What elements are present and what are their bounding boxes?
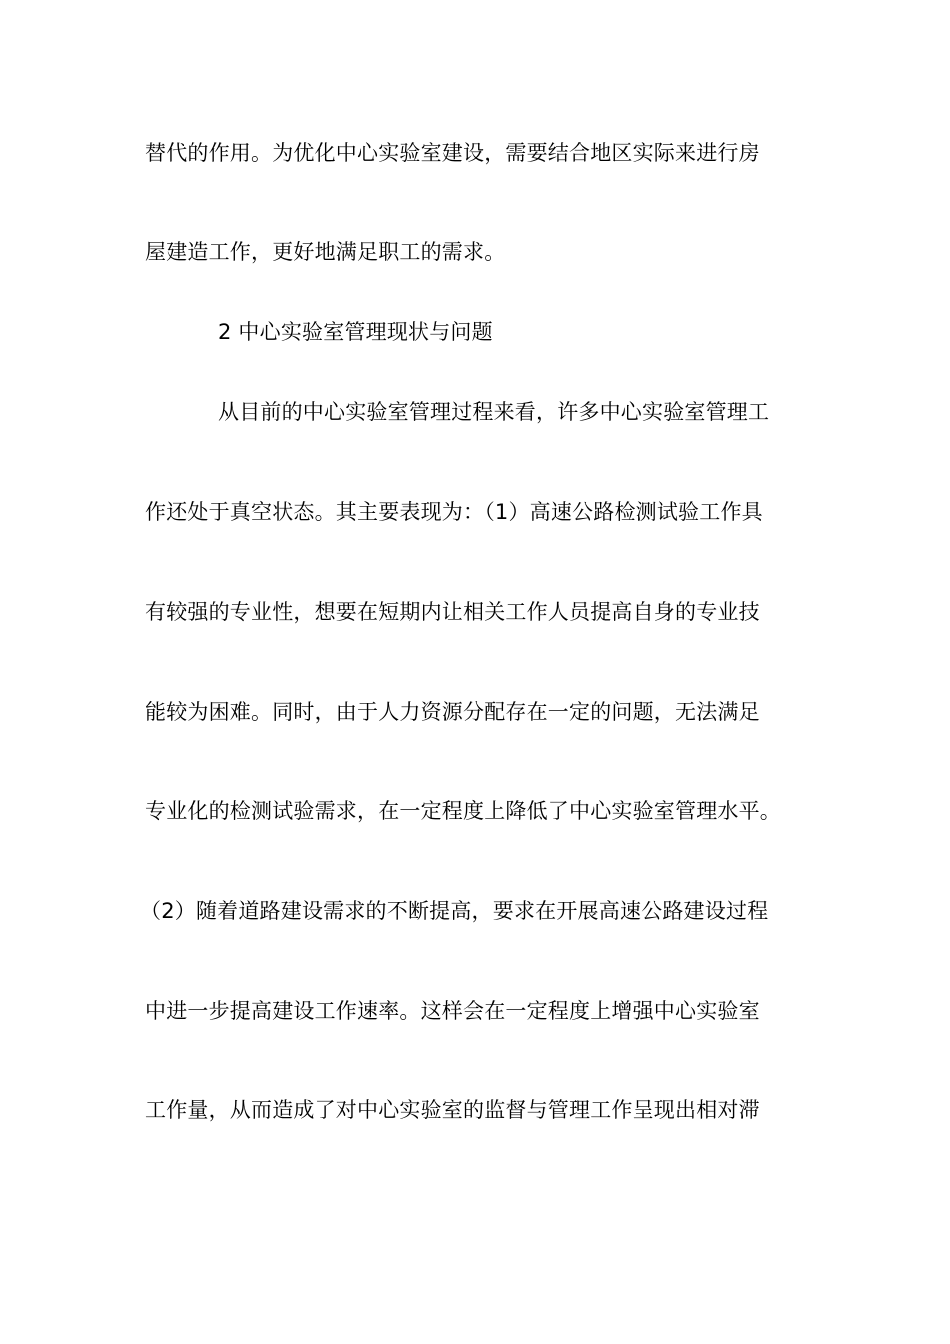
body-text-line: 能较为困难。同时，由于人力资源分配存在一定的问题，无法满足: [145, 700, 760, 724]
body-text-line: 工作量，从而造成了对中心实验室的监督与管理工作呈现出相对滞: [145, 1098, 760, 1122]
section-heading: 2 中心实验室管理现状与问题: [218, 320, 493, 344]
body-text-line: 专业化的检测试验需求，在一定程度上降低了中心实验室管理水平。: [145, 799, 781, 823]
body-text-line: 屋建造工作，更好地满足职工的需求。: [145, 240, 506, 264]
body-text-line: 从目前的中心实验室管理过程来看，许多中心实验室管理工: [218, 400, 770, 424]
body-text-line: 中进一步提高建设工作速率。这样会在一定程度上增强中心实验室: [145, 999, 760, 1023]
body-text-line: 替代的作用。为优化中心实验室建设，需要结合地区实际来进行房: [145, 141, 760, 165]
body-text-line: 有较强的专业性，想要在短期内让相关工作人员提高自身的专业技: [145, 600, 760, 624]
body-text-line: 作还处于真空状态。其主要表现为：（1）高速公路检测试验工作具: [145, 500, 763, 524]
body-text-line: （2）随着道路建设需求的不断提高，要求在开展高速公路建设过程: [140, 899, 769, 923]
